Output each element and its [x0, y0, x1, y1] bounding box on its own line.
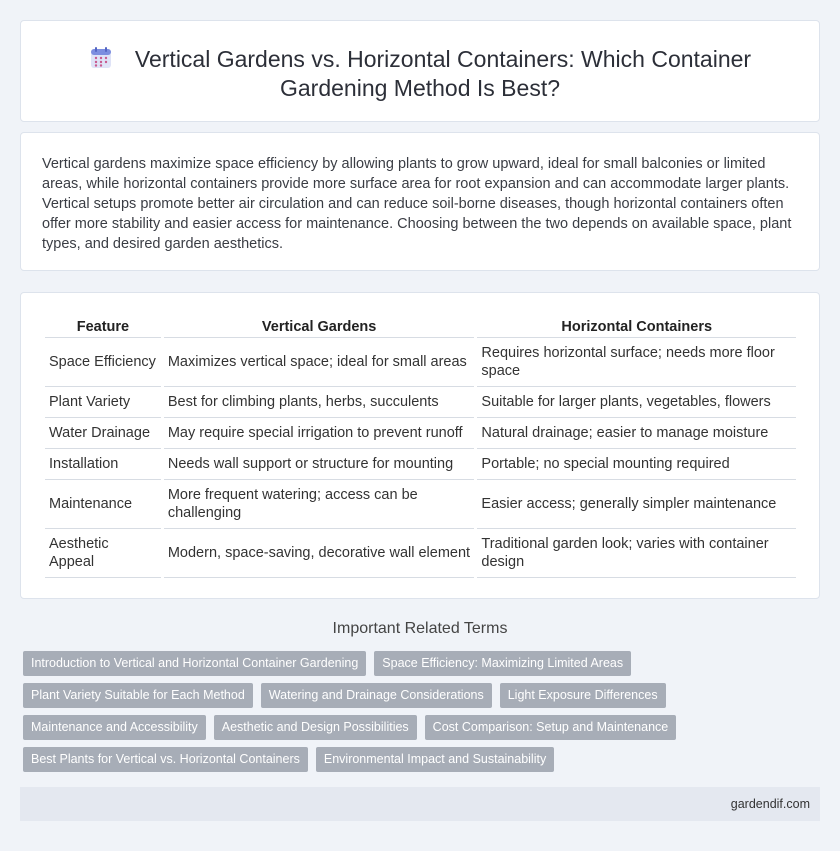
intro-card — [20, 132, 820, 271]
vertical-cell: Maximizes vertical space; ideal for small areas — [164, 338, 475, 387]
horizontal-cell: Portable; no special mounting required — [477, 449, 796, 480]
table-row — [45, 480, 796, 529]
table-row — [45, 529, 796, 578]
related-term-tag[interactable]: Plant Variety Suitable for Each Method — [23, 683, 253, 708]
related-term-tag[interactable]: Watering and Drainage Considerations — [261, 683, 492, 708]
comparison-card — [20, 292, 820, 599]
page-title — [21, 45, 819, 103]
page-title-text: Vertical Gardens vs. Horizontal Containers: Which Container Gardening Method Is Best? — [134, 46, 752, 101]
table-row — [45, 338, 796, 387]
table-header-row — [45, 316, 796, 338]
vertical-cell: May require special irrigation to prevent runoff — [164, 418, 475, 449]
feature-cell: Plant Variety — [45, 387, 161, 418]
comparison-table — [42, 316, 799, 578]
vertical-cell: Best for climbing plants, herbs, succulents — [164, 387, 475, 418]
title-card — [20, 20, 820, 122]
feature-cell: Installation — [45, 449, 161, 480]
horizontal-cell: Natural drainage; easier to manage moisture — [477, 418, 796, 449]
header-feature: Feature — [45, 316, 161, 338]
feature-cell: Maintenance — [45, 480, 161, 529]
horizontal-cell: Traditional garden look; varies with container design — [477, 529, 796, 578]
related-terms-title: Important Related Terms — [332, 620, 508, 637]
table-row — [45, 418, 796, 449]
related-term-tag[interactable]: Maintenance and Accessibility — [23, 715, 206, 740]
footer-site-link[interactable]: gardendif.com — [730, 797, 810, 811]
related-term-tag[interactable]: Best Plants for Vertical vs. Horizontal Containers — [23, 747, 308, 772]
header-horizontal: Horizontal Containers — [477, 316, 796, 338]
header-vertical: Vertical Gardens — [164, 316, 475, 338]
horizontal-cell: Requires horizontal surface; needs more floor space — [477, 338, 796, 387]
related-term-tag[interactable]: Space Efficiency: Maximizing Limited Areas — [374, 651, 631, 676]
related-term-tag[interactable]: Aesthetic and Design Possibilities — [214, 715, 417, 740]
vertical-cell: Needs wall support or structure for mounting — [164, 449, 475, 480]
feature-cell: Aesthetic Appeal — [45, 529, 161, 578]
table-row — [45, 449, 796, 480]
table-row — [45, 387, 796, 418]
horizontal-cell: Suitable for larger plants, vegetables, flowers — [477, 387, 796, 418]
calendar-icon — [89, 46, 113, 70]
vertical-cell: More frequent watering; access can be challenging — [164, 480, 475, 529]
intro-paragraph: Vertical gardens maximize space efficiency by allowing plants to grow upward, ideal for small balconies or limited areas, while horizontal containers provide more surface area for root expansion and can accommodate larger plants. Vertical setups promote better air circulation and can reduce soil-borne diseases, though horizontal containers often offer more stability and easier access for maintenance. Choosing between the two depends on available space, plant types, and desired garden aesthetics. — [42, 156, 792, 252]
related-terms-list — [23, 651, 813, 772]
vertical-cell: Modern, space-saving, decorative wall element — [164, 529, 475, 578]
feature-cell: Space Efficiency — [45, 338, 161, 387]
related-term-tag[interactable]: Environmental Impact and Sustainability — [316, 747, 554, 772]
related-term-tag[interactable]: Introduction to Vertical and Horizontal Container Gardening — [23, 651, 366, 676]
feature-cell: Water Drainage — [45, 418, 161, 449]
related-term-tag[interactable]: Cost Comparison: Setup and Maintenance — [425, 715, 677, 740]
horizontal-cell: Easier access; generally simpler maintenance — [477, 480, 796, 529]
footer — [20, 787, 820, 821]
related-term-tag[interactable]: Light Exposure Differences — [500, 683, 666, 708]
